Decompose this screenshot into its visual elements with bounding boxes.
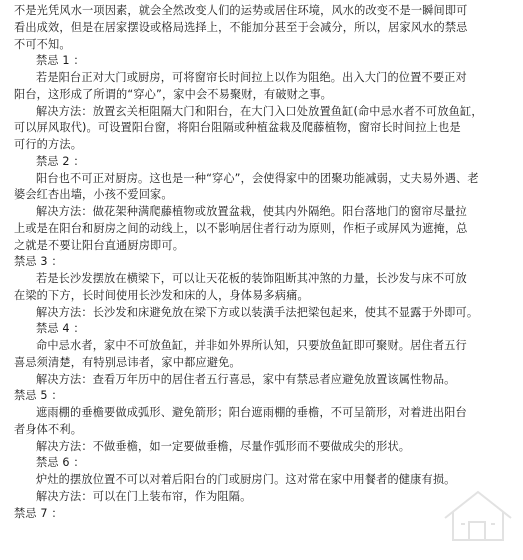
text-line: 可以屏风取代)。可设置阳台窗，将阳台阻隔或种植盆栽及爬藤植物，窗帘长时间拉上也是 — [14, 121, 461, 135]
text-line: 炉灶的摆放位置不可以对着后阳台的门或厨房门。这对常在家中用餐者的健康有损。 — [36, 473, 456, 486]
text-line: 之就是不要让阳台直通厨房即可。 — [14, 238, 185, 252]
text-line: 解决方法：做花架种满爬藤植物或放置盆栽，使其内外隔绝。阳台落地门的窗帘尽量拉 — [36, 205, 467, 218]
text-line: 喜忌须清楚，有特别忌讳者，家中都应避免。 — [14, 355, 241, 369]
text-line: 者身体不利。 — [14, 422, 83, 436]
text-line: 可行的方法。 — [14, 138, 83, 151]
text-line: 若是阳台正对大门或厨房，可将窗帘长时间拉上以作为阻绝。出入大门的位置不要正对 — [36, 71, 467, 84]
section-heading: 禁忌 1 ： — [36, 54, 85, 68]
section-heading: 禁忌 2 ： — [36, 154, 85, 168]
section-heading: 禁忌 5 ： — [14, 389, 63, 403]
text-line: 解决方法：长沙发和床避免放在梁下方或以装潢手法把梁包起来，使其不显露于外即可。 — [36, 305, 479, 319]
text-line: 不是光凭风水一项因素，就会全然改变人们的运势或居住环境，风水的改变不是一瞬间即可 — [14, 4, 468, 17]
section-heading: 禁忌 4 ： — [36, 322, 85, 336]
text-line: 不可不知。 — [14, 37, 71, 51]
text-line: 看出成效，但是在居家摆设或格局选择上，不能加分甚至于会减分，所以，居家风水的禁忌 — [14, 20, 468, 34]
text-line: 遮雨棚的垂檐要做成弧形、避免箭形；阳台遮雨棚的垂檐，不可呈箭形，对着进出阳台 — [36, 406, 467, 419]
house-logo-icon — [439, 484, 517, 546]
section-heading: 禁忌 3 ： — [14, 255, 63, 269]
text-line: 解决方法：可以在门上装布帘，作为阻隔。 — [36, 489, 252, 503]
text-line: 上或是在阳台和厨房之间的动线上，以不影响居住者行动为原则，作柜子或屏风为遮掩，总 — [14, 221, 468, 235]
text-line: 婆会红杏出墙，小孩不爱回家。 — [14, 188, 173, 202]
text-line: 在梁的下方，长时间使用长沙发和床的人，身体易多病痛。 — [14, 288, 309, 302]
text-line: 若是长沙发摆放在横梁下，可以让天花板的装饰阻断其冲煞的力量，长沙发与床不可放 — [36, 272, 467, 285]
text-line: 阳台也不可正对厨房。这也是一种“穿心”，会使得家中的团聚功能减弱，丈夫易外遇、老 — [36, 171, 479, 185]
text-line: 解决方法：查看万年历中的居住者五行喜忌，家中有禁忌者应避免放置该属性物品。 — [36, 372, 456, 386]
text-line: 命中忌水者，家中不可放鱼缸，并非如外界所认知，只要放鱼缸即可聚财。居住者五行 — [36, 339, 467, 352]
section-heading: 禁忌 6 ： — [36, 456, 85, 470]
text-line: 解决方法：不做垂檐，如一定要做垂檐，尽量作弧形而不要做成尖的形状。 — [36, 439, 411, 453]
section-heading: 禁忌 7 ： — [14, 506, 63, 520]
text-line: 阳台，这形成了所谓的“穿心”，家中会不易聚财，有破财之事。 — [14, 87, 333, 101]
text-line: 解决方法：放置玄关柜阻隔大门和阳台，在大门入口处放置鱼缸(命中忌水者不可放鱼缸， — [36, 104, 483, 118]
